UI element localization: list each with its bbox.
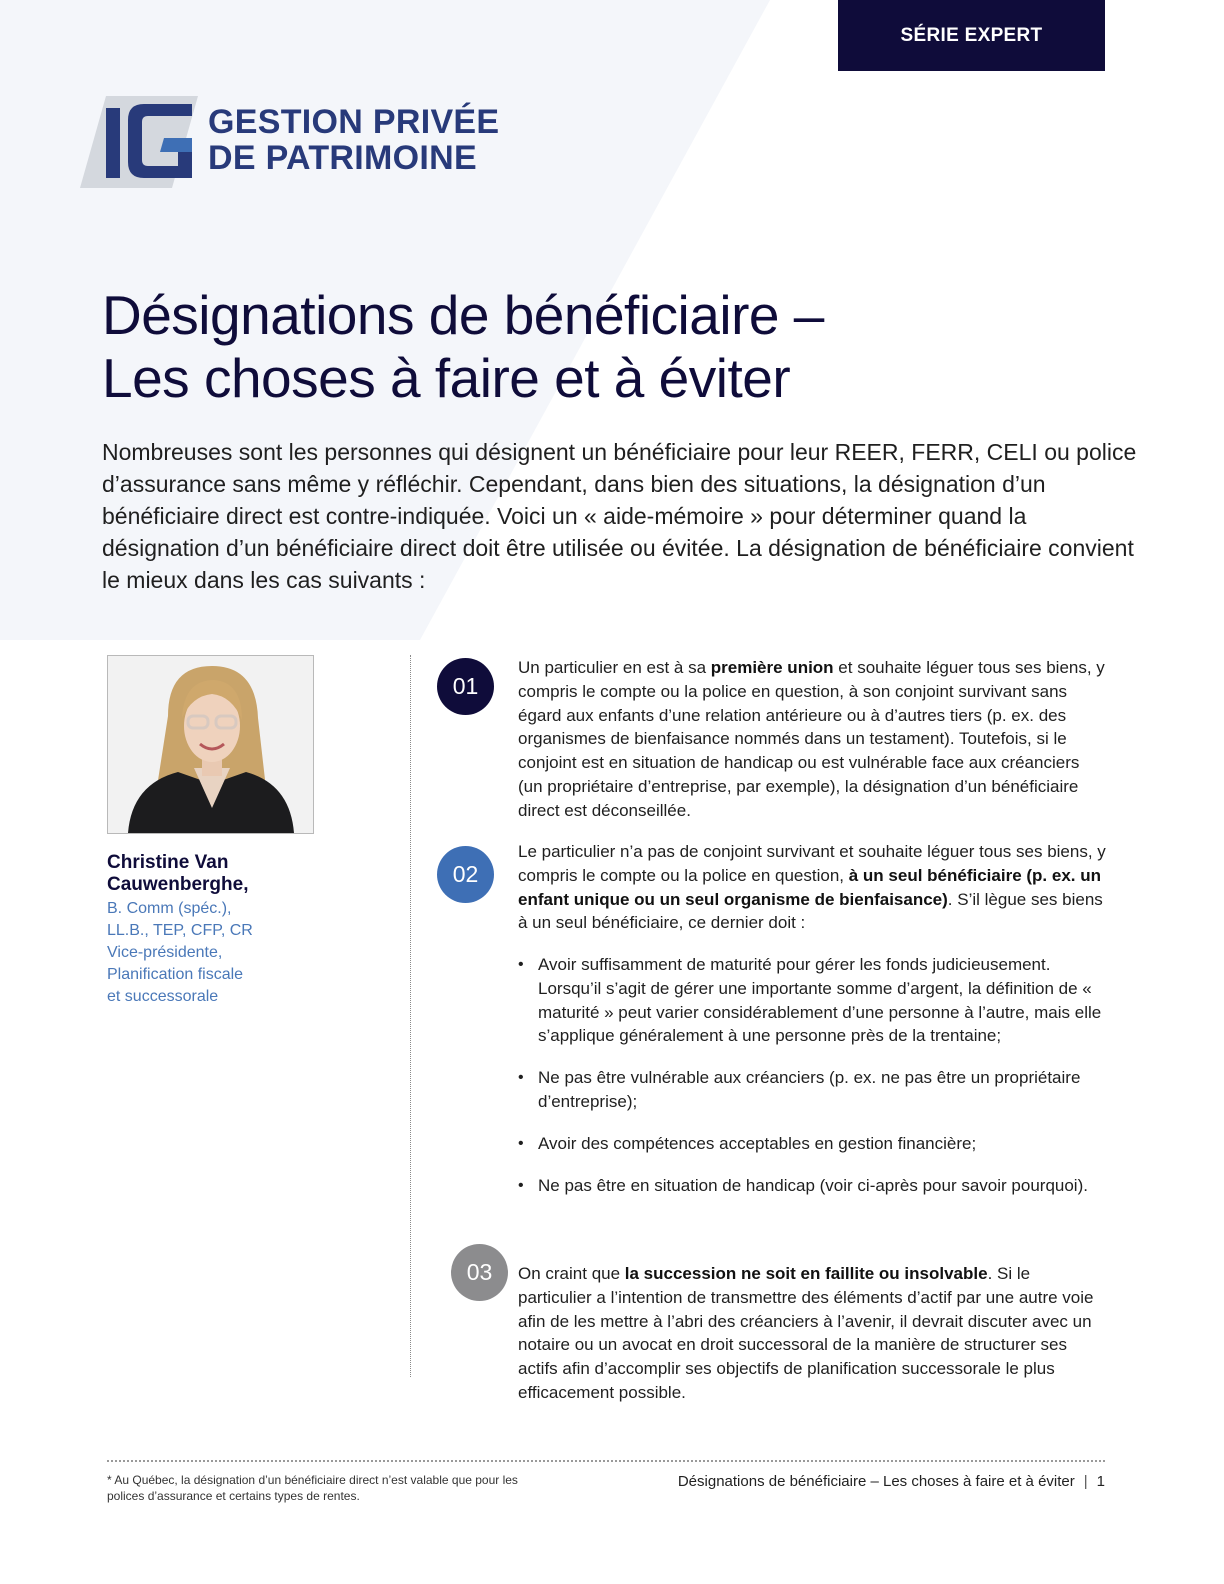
logo-line-2: DE PATRIMOINE <box>208 139 477 177</box>
title-line-2: Les choses à faire et à éviter <box>102 347 791 409</box>
item-1-text-a: Un particulier en est à sa <box>518 658 711 677</box>
author-info <box>107 852 307 1008</box>
bullet-item: • Ne pas être en situation de handicap (voir ci-après pour savoir pourquoi). <box>518 1174 1113 1198</box>
author-credentials-1: B. Comm (spéc.), <box>107 900 232 917</box>
item-2-paragraph <box>518 840 1108 935</box>
item-1-text-b: et souhaite léguer tous ses biens, y compris le compte ou la police en question, à son conjoint survivant sans égard aux enfants d’une relation antérieure ou à d’autres tiers (p. ex. des organismes de bienfaisance nommés dans un testament). Toutefois, si le conjoint est en situation de handicap ou est vulnérable face aux créanciers (un propriétaire d’entreprise, par exemple), la désignation d’un bénéficiaire direct est déconseillée. <box>518 658 1105 820</box>
logo-wordmark <box>208 104 499 176</box>
page-number: 1 <box>1096 1473 1105 1490</box>
author-role-2: Planification fiscale <box>107 966 244 983</box>
item-2-bullet-list <box>518 953 1113 1197</box>
author-name-line-2: Cauwenberghe, <box>107 874 249 895</box>
bullet-item: • Ne pas être vulnérable aux créanciers (p. ex. ne pas être un propriétaire d’entreprise); <box>518 1066 1113 1114</box>
logo-line-1: GESTION PRIVÉE <box>208 103 500 141</box>
intro-paragraph: Nombreuses sont les personnes qui désignent un bénéficiaire pour leur REER, FERR, CELI ou police d’assurance sans même y réfléchir. Cependant, dans bien des situations, la désignation d’un bénéficiaire direct est contre-indiquée. Voici un « aide-mémoire » pour déterminer quand la désignation d’un bénéficiaire direct doit être utilisée ou évitée. La désignation de bénéficiaire convient le mieux dans les cas suivants : <box>102 439 1137 593</box>
item-2-text-a: Le particulier n’a pas de conjoint survivant et souhaite léguer tous ses biens, y compris le compte ou la police en question, <box>518 842 1106 885</box>
author-photo <box>107 655 314 834</box>
item-number-badge: 01 <box>437 658 494 715</box>
title-line-1: Désignations de bénéficiaire – <box>102 284 824 346</box>
company-logo[interactable] <box>80 96 520 192</box>
column-divider <box>410 655 411 1377</box>
series-badge <box>838 0 1105 71</box>
item-1-paragraph <box>518 656 1108 823</box>
item-2-bold: à un seul bénéficiaire (p. ex. un enfant unique ou un seul organisme de bienfaisance) <box>518 865 1101 909</box>
page-title <box>102 284 1102 410</box>
series-badge-label: SÉRIE EXPERT <box>900 24 1043 46</box>
author-credentials-2: LL.B., TEP, CFP, CR <box>107 922 253 939</box>
author-name-line-1: Christine Van <box>107 852 229 873</box>
item-3-text-a: On craint que <box>518 1264 625 1283</box>
bullet-item: • Avoir des compétences acceptables en gestion financière; <box>518 1132 1113 1156</box>
author-role-1: Vice-présidente, <box>107 944 223 961</box>
bullet-item: • Avoir suffisamment de maturité pour gérer les fonds judicieusement. Lorsqu’il s’agit de gérer une importante somme d’argent, la définition de « maturité » peut varier considérablement d’une personne à l’autre, mais elle s’applique généralement à une personne près de la trentaine; <box>518 953 1113 1048</box>
item-3-paragraph <box>518 1262 1108 1405</box>
item-3-bold: la succession ne soit en faillite ou insolvable <box>624 1264 988 1283</box>
author-role-3: et successorale <box>107 988 219 1005</box>
item-3-text-b: . Si le particulier a l’intention de transmettre des éléments d’actif par une autre voie afin de les mettre à l’abri des créanciers à l’avenir, il devrait discuter avec un notaire ou un avocat en droit successoral de la manière de structurer ses actifs afin d’accomplir ses objectifs de planification successorale le plus efficacement possible. <box>518 1264 1094 1402</box>
footnote: * Au Québec, la désignation d’un bénéficiaire direct n’est valable que pour les polices d’assurance et certains types de rentes. <box>107 1473 518 1503</box>
footer-doc-title: Désignations de bénéficiaire – Les choses à faire et à éviter <box>677 1473 1075 1490</box>
footer-divider <box>107 1460 1105 1462</box>
footer-separator: | <box>1083 1473 1088 1490</box>
item-1-bold: première union <box>710 658 834 677</box>
ig-logo-mark-icon <box>80 96 200 192</box>
item-number-badge: 03 <box>451 1244 508 1301</box>
item-2-text-b: . S’il lègue ses biens à un seul bénéficiaire, ce dernier doit : <box>518 889 1103 933</box>
author-name <box>107 852 307 896</box>
item-number-badge: 02 <box>437 846 494 903</box>
footer-doc-info <box>678 1472 1105 1492</box>
author-portrait-image <box>108 656 313 833</box>
